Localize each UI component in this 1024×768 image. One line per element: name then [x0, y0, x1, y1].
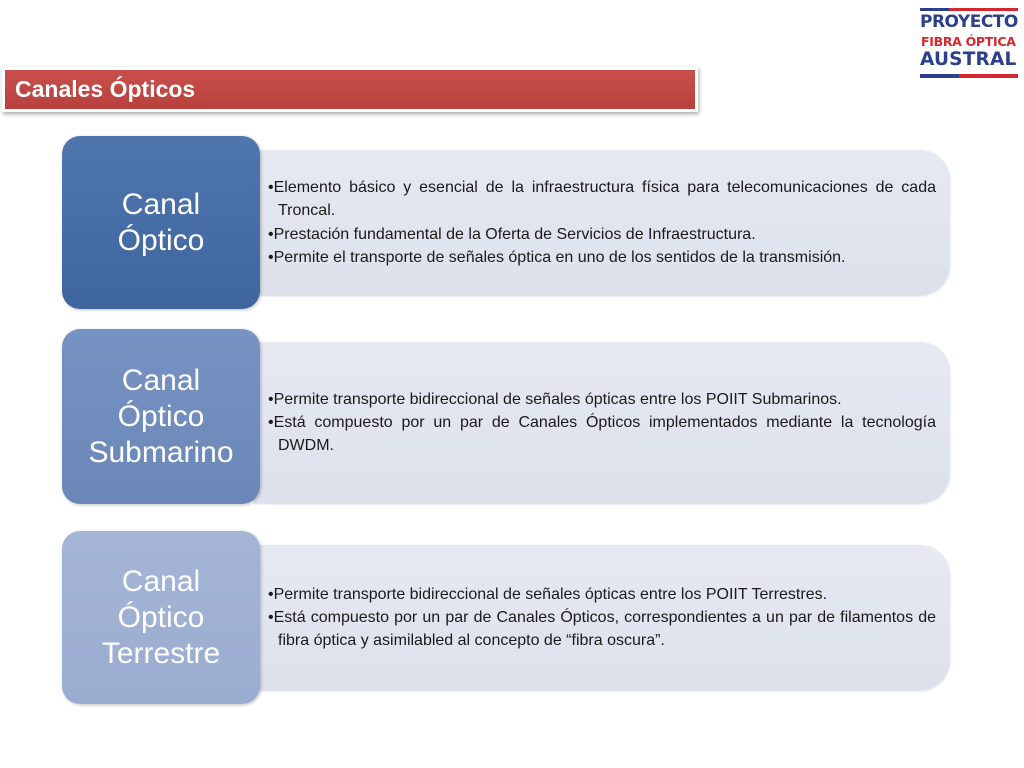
row-canal-optico-terrestre [62, 531, 950, 704]
row-label-text: Canal Óptico Submarino [88, 363, 234, 469]
slide-title-banner [5, 70, 695, 109]
row-canal-optico-terrestre-description [254, 545, 950, 690]
row-canal-optico-submarino-label [62, 329, 260, 504]
logo-line-2: FIBRA ÓPTICA [921, 34, 1016, 49]
row-canal-optico-submarino-description [254, 342, 950, 503]
bullet-item: •Está compuesto por un par de Canales Ópticos, correspondientes a un par de filamentos de fibra óptica y asimilabled al concepto de “fibra oscura”. [268, 608, 936, 650]
row-canal-optico-terrestre-label [62, 531, 260, 704]
logo-flag-stripe [920, 74, 1018, 78]
bullet-item: •Elemento básico y esencial de la infraestructura física para telecomunicaciones de cada Troncal. [268, 179, 936, 220]
proyecto-fibra-optica-austral-logo [916, 8, 1020, 80]
row-canal-optico [62, 136, 950, 309]
bullet-item: •Permite transporte bidireccional de señales ópticas entre los POIIT Terrestres. [268, 585, 828, 603]
row-label-text: Canal Óptico [117, 187, 205, 257]
slide-title-box [2, 67, 698, 112]
bullet-item: •Permite transporte bidireccional de señales ópticas entre los POIIT Submarinos. [268, 390, 842, 408]
row-canal-optico-label [62, 136, 260, 309]
logo-line-1: PROYECTO [920, 12, 1018, 32]
row-canal-optico-submarino [62, 329, 950, 504]
slide-title: Canales Ópticos [15, 76, 196, 102]
bullet-item: •Está compuesto por un par de Canales Ópticos implementados mediante la tecnología DWDM. [268, 413, 936, 455]
bullet-item: •Prestación fundamental de la Oferta de Servicios de Infraestructura. [268, 225, 756, 243]
row-label-text: Canal Óptico Terrestre [101, 564, 221, 670]
logo-flag-stripe-top [920, 8, 1018, 11]
row-canal-optico-description [254, 150, 950, 295]
logo-line-3: AUSTRAL [920, 49, 1017, 70]
bullet-item: •Permite el transporte de señales óptica en uno de los sentidos de la transmisión. [268, 248, 846, 266]
